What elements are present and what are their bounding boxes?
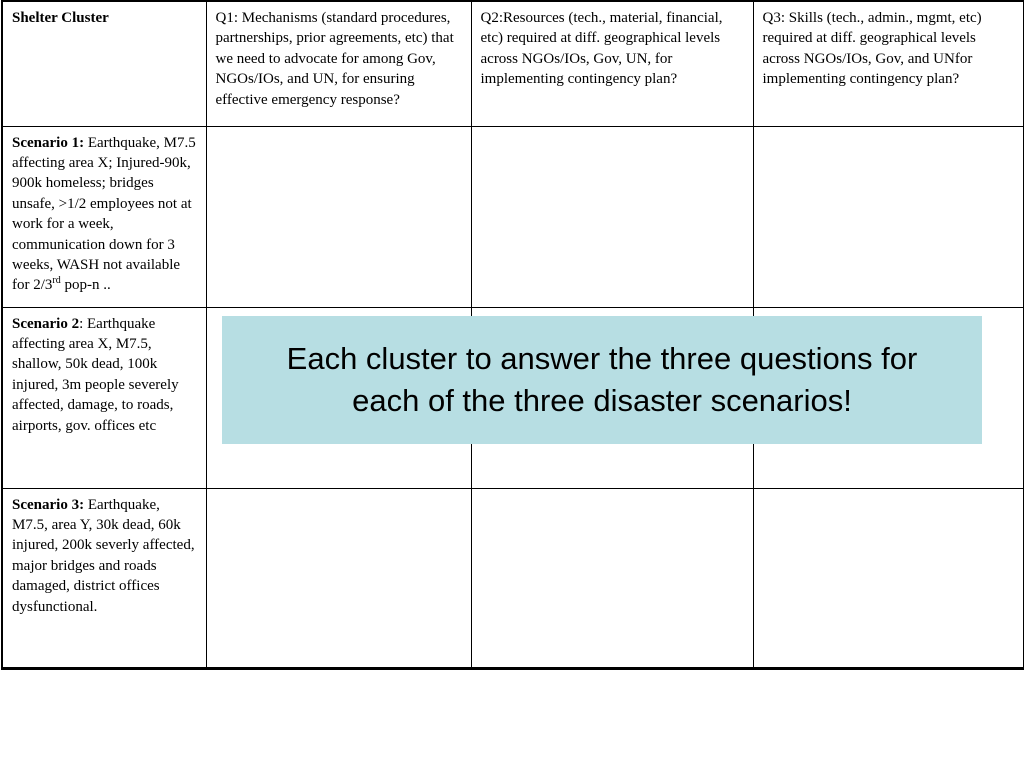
- instruction-callout-text: Each cluster to answer the three questions for each of the three disaster scenarios!: [286, 341, 918, 418]
- question-1-text: Q1: Mechanisms (standard procedures, partnerships, prior agreements, etc) that we need to advocate for among Gov, NGOs/IOs, and UN, for ensuring effective emergency response?: [215, 10, 454, 108]
- question-2-text: Q2:Resources (tech., material, financial, etc) required at diff. geographical levels across NGOs/IOs, Gov, UN, for implementing contingency plan?: [480, 10, 723, 88]
- scenario-1-description: Earthquake, M7.5 affecting area X; Injured-90k, 900k homeless; bridges unsafe, >1/2 employees not at work for a week, communication down for 3 weeks, WASH not available for 2/3: [12, 134, 196, 294]
- scenario-1-q3-answer-cell[interactable]: [753, 126, 1024, 307]
- scenario-2-label: Scenario 2: [12, 315, 80, 332]
- table-header-row: [2, 1, 1024, 126]
- corner-cell: [2, 1, 206, 126]
- scenario-1-row: [2, 126, 1024, 307]
- scenario-2-description: : Earthquake affecting area X, M7.5, shallow, 50k dead, 100k injured, 3m people severely affected, damage, to roads, airports, gov. offices etc: [12, 315, 179, 434]
- scenario-3-cell: [2, 488, 206, 668]
- scenario-1-superscript: rd: [52, 275, 61, 287]
- scenario-1-description-tail: pop-n ..: [64, 277, 111, 294]
- scenario-3-q3-answer-cell[interactable]: [753, 488, 1024, 668]
- scenario-3-q2-answer-cell[interactable]: [471, 488, 753, 668]
- scenario-3-label: Scenario 3:: [12, 496, 85, 513]
- question-1-header: [206, 1, 471, 126]
- scenario-3-row: [2, 488, 1024, 668]
- scenario-1-q2-answer-cell[interactable]: [471, 126, 753, 307]
- scenario-2-cell: [2, 307, 206, 488]
- scenario-1-label: Scenario 1:: [12, 134, 85, 151]
- scenario-3-q1-answer-cell[interactable]: [206, 488, 471, 668]
- scenario-3-description: Earthquake, M7.5, area Y, 30k dead, 60k injured, 200k severly affected, major bridges and roads damaged, district offices dysfunctional.: [12, 496, 195, 615]
- instruction-callout: [222, 316, 982, 444]
- scenario-1-q1-answer-cell[interactable]: [206, 126, 471, 307]
- cluster-name: Shelter Cluster: [12, 10, 109, 26]
- scenario-1-cell: [2, 126, 206, 307]
- question-3-header: [753, 1, 1024, 126]
- question-2-header: [471, 1, 753, 126]
- question-3-text: Q3: Skills (tech., admin., mgmt, etc) required at diff. geographical levels across NGOs/IOs, Gov, and UNfor implementing contingency plan?: [762, 10, 982, 88]
